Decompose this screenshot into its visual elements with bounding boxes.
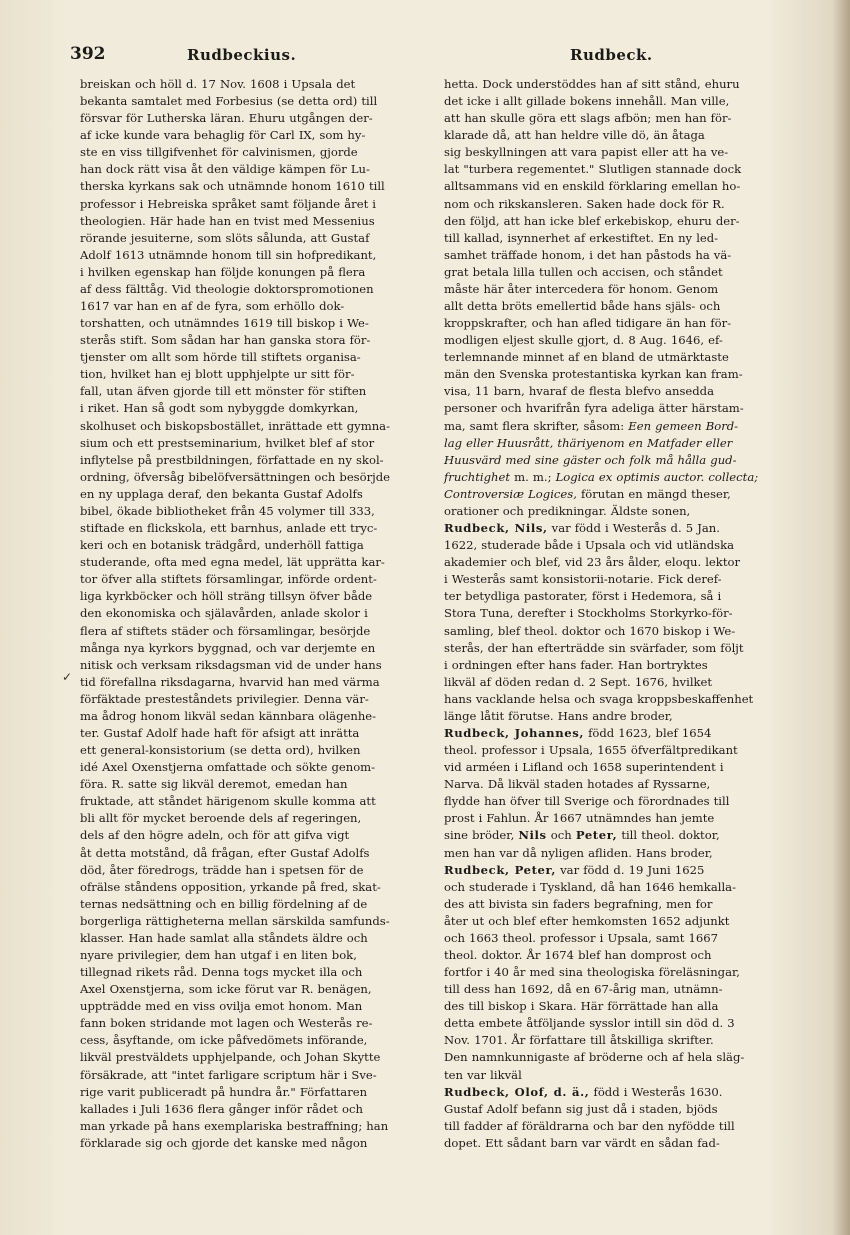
text-line: förfäktade presteståndets privilegier. Denna vär- bbox=[80, 691, 369, 706]
text-line: förklarade sig och gjorde det kanske med någon bbox=[80, 1135, 368, 1150]
text-line: tillegnad rikets råd. Denna togs mycket illa och bbox=[80, 965, 363, 980]
text-line: borgerliga rättigheterna mellan särskilda samfunds- bbox=[80, 913, 390, 928]
text-line: idé Axel Oxenstjerna omfattade och sökte genom- bbox=[80, 760, 376, 775]
text-line: klasser. Han hade samlat alla ståndets äldre och bbox=[80, 930, 368, 945]
text-line: akademier och blef, vid 23 års ålder, eloqu. lektor bbox=[444, 555, 741, 570]
works-line-5 bbox=[444, 486, 788, 503]
works-line-4 bbox=[444, 469, 788, 486]
text-line: försäkrade, att "intet farligare scriptum här i Sve- bbox=[80, 1067, 377, 1082]
text-line: måste här åter intercedera för honom. Genom bbox=[444, 281, 719, 296]
text-line: klarade då, att han heldre ville dö, än åtaga bbox=[444, 128, 705, 143]
text-span: förutan en mängd theser, bbox=[576, 486, 731, 501]
text-line: tjenster om allt som hörde till stiftets organisa- bbox=[80, 350, 361, 365]
entry-olof-body bbox=[444, 1101, 788, 1152]
text-line: Nov. 1701. År författare till åtskilliga skrifter. bbox=[444, 1033, 714, 1048]
text-line: ofrälse ståndens opposition, yrkande på fred, skat- bbox=[80, 879, 381, 894]
entry-olof-first-line bbox=[444, 1084, 788, 1101]
text-line: till kallad, isynnerhet af erkestiftet. En ny led- bbox=[444, 230, 719, 245]
text-line: det icke i allt gillade bokens innehåll. Man ville, bbox=[444, 94, 730, 109]
works-line-1 bbox=[444, 418, 788, 435]
name-nils: Nils bbox=[518, 828, 547, 843]
entry-name-olof: Rudbeck, Olof, d. ä., bbox=[444, 1084, 590, 1099]
text-span: sine bröder, bbox=[444, 828, 519, 843]
text-line: ordning, öfversåg bibelöfversättningen och besörjde bbox=[80, 469, 391, 484]
text-line: grat betala lilla tullen och accisen, och ståndet bbox=[444, 264, 723, 279]
text-line: cess, åsyftande, om icke påfvedömets införande, bbox=[80, 1033, 368, 1048]
work-title: Logica ex optimis auctor. collecta; bbox=[555, 469, 759, 484]
text-line: många nya kyrkors byggnad, och var derjemte en bbox=[80, 640, 376, 655]
work-title: Controversiæ Logices, bbox=[444, 486, 577, 501]
text-line: nyare privilegier, dem han utgaf i en liten bok, bbox=[80, 947, 357, 962]
text-line: des till biskop i Skara. Här förrättade han alla bbox=[444, 999, 719, 1014]
text-line: åter ut och blef efter hemkomsten 1652 adjunkt bbox=[444, 913, 730, 928]
text-span: var född d. 19 Juni 1625 bbox=[556, 862, 705, 877]
text-line: ett general-konsistorium (se detta ord), hvilken bbox=[80, 743, 361, 758]
text-span: född 1623, blef 1654 bbox=[583, 725, 712, 740]
text-line: theol. doktor. År 1674 blef han domprost och bbox=[444, 947, 712, 962]
text-span: och bbox=[546, 828, 576, 843]
text-line: ten var likväl bbox=[444, 1067, 522, 1082]
text-line: bibel, ökade bibliotheket från 45 volymer till 333, bbox=[80, 503, 375, 518]
text-span: född i Westerås 1630. bbox=[589, 1084, 723, 1099]
text-line: ter. Gustaf Adolf hade haft för afsigt att inrätta bbox=[80, 725, 360, 740]
text-line: vid arméen i Lifland och 1658 superintendent i bbox=[444, 760, 724, 775]
text-line: des att bivista sin faders begrafning, men for bbox=[444, 896, 713, 911]
text-line: dels af den högre adeln, och för att gifva vigt bbox=[80, 828, 350, 843]
text-line: död, åter föredrogs, trädde han i spetsen för de bbox=[80, 862, 364, 877]
text-line: skolhuset och biskopsbostället, inrättade ett gymna- bbox=[80, 418, 391, 433]
text-line: fann boken stridande mot lagen och Westerås re- bbox=[80, 1016, 373, 1031]
text-line: rige varit publiceradt på hundra år." Författaren bbox=[80, 1084, 368, 1099]
text-line: men han var då nyligen afliden. Hans broder, bbox=[444, 845, 713, 860]
text-line: den ekonomiska och själavården, anlade skolor i bbox=[80, 606, 368, 621]
text-line: rörande jesuiterne, som slöts sålunda, att Gustaf bbox=[80, 230, 370, 245]
text-line: visa, 11 barn, hvaraf de flesta blefvo ansedda bbox=[444, 384, 715, 399]
entry-name-nils: Rudbeck, Nils, bbox=[444, 521, 548, 536]
text-line: uppträdde med en viss ovilja emot honom. Man bbox=[80, 999, 363, 1014]
text-line: en ny upplaga deraf, den bekanta Gustaf Adolfs bbox=[80, 486, 363, 501]
left-column bbox=[80, 76, 424, 1152]
text-line: orationer och predikningar. Äldste sonen, bbox=[444, 503, 691, 518]
entry-nils-first-line bbox=[444, 520, 788, 537]
text-line: flera af stiftets städer och församlingar, besörjde bbox=[80, 623, 371, 638]
text-line: och studerade i Tyskland, då han 1646 hemkalla- bbox=[444, 879, 736, 894]
entry-peter-first-line bbox=[444, 862, 788, 879]
text-line: ste en viss tillgifvenhet för calvinismen, gjorde bbox=[80, 145, 358, 160]
text-span: m. m.; bbox=[510, 469, 556, 484]
text-span: var född i Westerås d. 5 Jan. bbox=[547, 521, 720, 536]
text-line: nom och rikskansleren. Saken hade dock för R. bbox=[444, 196, 725, 211]
text-line: breiskan och höll d. 17 Nov. 1608 i Upsala det bbox=[80, 77, 356, 91]
text-line: tion, hvilket han ej blott upphjelpte ur sitt för- bbox=[80, 367, 355, 382]
text-line: bli allt för mycket beroende dels af regeringen, bbox=[80, 811, 362, 826]
running-head-right: Rudbeck. bbox=[570, 46, 653, 64]
entry-johannes-first-line bbox=[444, 725, 788, 742]
text-line: tor öfver alla stiftets församlingar, införde ordent- bbox=[80, 572, 377, 587]
text-line: terlemnande minnet af en bland de utmärktaste bbox=[444, 350, 729, 365]
text-line: prost i Fahlun. År 1667 utnämndes han jemte bbox=[444, 811, 715, 826]
text-line: theol. professor i Upsala, 1655 öfverfältpredikant bbox=[444, 743, 738, 758]
text-line: nitisk och verksam riksdagsman vid de under hans bbox=[80, 657, 382, 672]
text-line: fruktade, att ståndet härigenom skulle komma att bbox=[80, 794, 376, 809]
entry-name-peter: Rudbeck, Peter, bbox=[444, 862, 557, 877]
text-line: likväl af döden redan d. 2 Sept. 1676, hvilket bbox=[444, 674, 713, 689]
entry-nils-body bbox=[444, 537, 788, 725]
margin-checkmark: ✓ bbox=[62, 670, 73, 684]
text-line: therska kyrkans sak och utnämnde honom 1610 till bbox=[80, 179, 385, 194]
text-line: sterås stift. Som sådan har han ganska stora för- bbox=[80, 333, 371, 348]
text-line: sium och ett prestseminarium, hvilket blef af stor bbox=[80, 435, 375, 450]
text-line: 1622, studerade både i Upsala och vid utländska bbox=[444, 538, 735, 553]
text-line: keri och en botanisk trädgård, underhöll fattiga bbox=[80, 538, 364, 553]
text-line: torshatten, och utnämndes 1619 till biskop i We- bbox=[80, 316, 369, 331]
text-line: flydde han öfver till Sverige och förordnades till bbox=[444, 794, 730, 809]
text-line: liga kyrkböcker och höll sträng tillsyn öfver både bbox=[80, 589, 373, 604]
text-line: ma, samt flera skrifter, såsom: bbox=[444, 418, 625, 433]
works-line-2: lag eller Huusrått, thäriyenom en Matfader eller bbox=[444, 435, 733, 450]
text-line: af dess fälttåg. Vid theologie doktorspromotionen bbox=[80, 281, 374, 296]
text-line: och 1663 theol. professor i Upsala, samt 1667 bbox=[444, 930, 719, 945]
text-line: detta embete åtföljande sysslor intill sin död d. 3 bbox=[444, 1016, 735, 1031]
text-line: till fadder af föräldrarna och bar den nyfödde till bbox=[444, 1118, 735, 1133]
text-line: i ordningen efter hans fader. Han bortryktes bbox=[444, 657, 708, 672]
text-line: fortfor i 40 år med sina theologiska föreläsningar, bbox=[444, 965, 740, 980]
text-line: inflytelse på prestbildningen, författade en ny skol- bbox=[80, 452, 384, 467]
text-line: lat "turbera regementet." Slutligen stannade dock bbox=[444, 162, 742, 177]
text-line: kallades i Juli 1636 flera gånger inför rådet och bbox=[80, 1101, 363, 1116]
text-line: till dess han 1692, då en 67-årig man, utnämn- bbox=[444, 982, 723, 997]
entry-peter-body bbox=[444, 879, 788, 1084]
text-line: hans vacklande helsa och svaga kroppsbeskaffenhet bbox=[444, 691, 754, 706]
text-line: samling, blef theol. doktor och 1670 biskop i We- bbox=[444, 623, 736, 638]
text-line: kroppskrafter, och han afled tidigare än han för- bbox=[444, 316, 732, 331]
brothers-line bbox=[444, 827, 788, 844]
text-line: ma ådrog honom likväl sedan kännbara olägenhe- bbox=[80, 708, 377, 723]
entry-name-johannes: Rudbeck, Johannes, bbox=[444, 725, 584, 740]
text-line: ternas nedsättning och en billig fördelning af de bbox=[80, 896, 368, 911]
works-line-3: Huusvärd med sine gäster och folk må hålla gud- bbox=[444, 452, 737, 467]
text-line: försvar för Lutherska läran. Ehuru utgången der- bbox=[80, 111, 373, 126]
text-line: Den namnkunnigaste af bröderne och af hela släg- bbox=[444, 1050, 745, 1065]
text-line: i riket. Han så godt som nybyggde domkyrkan, bbox=[80, 401, 359, 416]
text-line: dopet. Ett sådant barn var värdt en sådan fad- bbox=[444, 1135, 720, 1150]
text-line: stiftade en flickskola, ett barnhus, anlade ett tryc- bbox=[80, 521, 378, 536]
text-line: i hvilken egenskap han följde konungen på flera bbox=[80, 264, 366, 279]
text-line: Stora Tuna, derefter i Stockholms Storkyrko-för- bbox=[444, 606, 733, 621]
text-line: af icke kunde vara behaglig för Carl IX, som hy- bbox=[80, 128, 366, 143]
right-column bbox=[444, 76, 788, 1152]
text-line: män den Svenska protestantiska kyrkan kan fram- bbox=[444, 367, 743, 382]
entry-johannes-body bbox=[444, 742, 788, 827]
text-line: han dock rätt visa åt den väldige kämpen för Lu- bbox=[80, 162, 370, 177]
text-line: ter betydliga pastorater, först i Hedemora, så i bbox=[444, 589, 722, 604]
text-line: likväl prestväldets upphjelpande, och Johan Skytte bbox=[80, 1050, 381, 1065]
text-line: theologien. Här hade han en tvist med Messenius bbox=[80, 213, 375, 228]
text-span: till theol. doktor, bbox=[617, 828, 720, 843]
text-line: åt detta motstånd, då frågan, efter Gustaf Adolfs bbox=[80, 845, 370, 860]
text-line: att han skulle göra ett slags afbön; men han för- bbox=[444, 111, 732, 126]
text-line: föra. R. satte sig likväl deremot, emedan han bbox=[80, 777, 348, 792]
text-line: personer och hvarifrån fyra adeliga ätter härstam- bbox=[444, 401, 744, 416]
book-spine-shadow bbox=[832, 0, 850, 1235]
text-line: hetta. Dock understöddes han af sitt stånd, ehuru bbox=[444, 77, 740, 91]
text-line: länge låtit förutse. Hans andre broder, bbox=[444, 708, 673, 723]
name-peter: Peter, bbox=[575, 828, 618, 843]
text-line: samhet träffade honom, i det han påstods ha vä- bbox=[444, 247, 732, 262]
page-number: 392 bbox=[70, 44, 106, 64]
text-line: man yrkade på hans exemplariska bestraffning; han bbox=[80, 1118, 389, 1133]
text-line: tid förefallna riksdagarna, hvarvid han med värma bbox=[80, 674, 380, 689]
text-line: professor i Hebreiska språket samt följande året i bbox=[80, 196, 377, 211]
text-line: i Westerås samt konsistorii-notarie. Fick deref- bbox=[444, 572, 722, 587]
work-title: fruchtighet bbox=[444, 469, 511, 484]
work-title: Een gemeen Bord- bbox=[628, 418, 739, 433]
text-line: studerande, ofta med egna medel, lät upprätta kar- bbox=[80, 555, 385, 570]
text-line: 1617 var han en af de fyra, som erhöllo dok- bbox=[80, 299, 345, 314]
text-line: modligen eljest skulle gjort, d. 8 Aug. 1646, ef- bbox=[444, 333, 723, 348]
text-line: Narva. Då likväl staden hotades af Ryssarne, bbox=[444, 777, 711, 792]
running-head-left: Rudbeckius. bbox=[187, 46, 297, 64]
text-line: sig beskyllningen att vara papist eller att ha ve- bbox=[444, 145, 729, 160]
text-line: Adolf 1613 utnämnde honom till sin hofpredikant, bbox=[80, 247, 377, 262]
text-line: bekanta samtalet med Forbesius (se detta ord) till bbox=[80, 94, 378, 109]
text-line: Axel Oxenstjerna, som icke förut var R. benägen, bbox=[80, 982, 372, 997]
text-line: allt detta bröts emellertid både hans själs- och bbox=[444, 299, 721, 314]
right-column-opening bbox=[444, 76, 788, 418]
text-line: sterås, der han efterträdde sin svärfader, som följt bbox=[444, 640, 744, 655]
text-line: den följd, att han icke blef erkebiskop, ehuru der- bbox=[444, 213, 740, 228]
text-line: fall, utan äfven gjorde till ett mönster för stiften bbox=[80, 384, 367, 399]
text-line: Gustaf Adolf befann sig just då i staden, bjöds bbox=[444, 1101, 718, 1116]
text-line: alltsammans vid en enskild förklaring emellan ho- bbox=[444, 179, 741, 194]
